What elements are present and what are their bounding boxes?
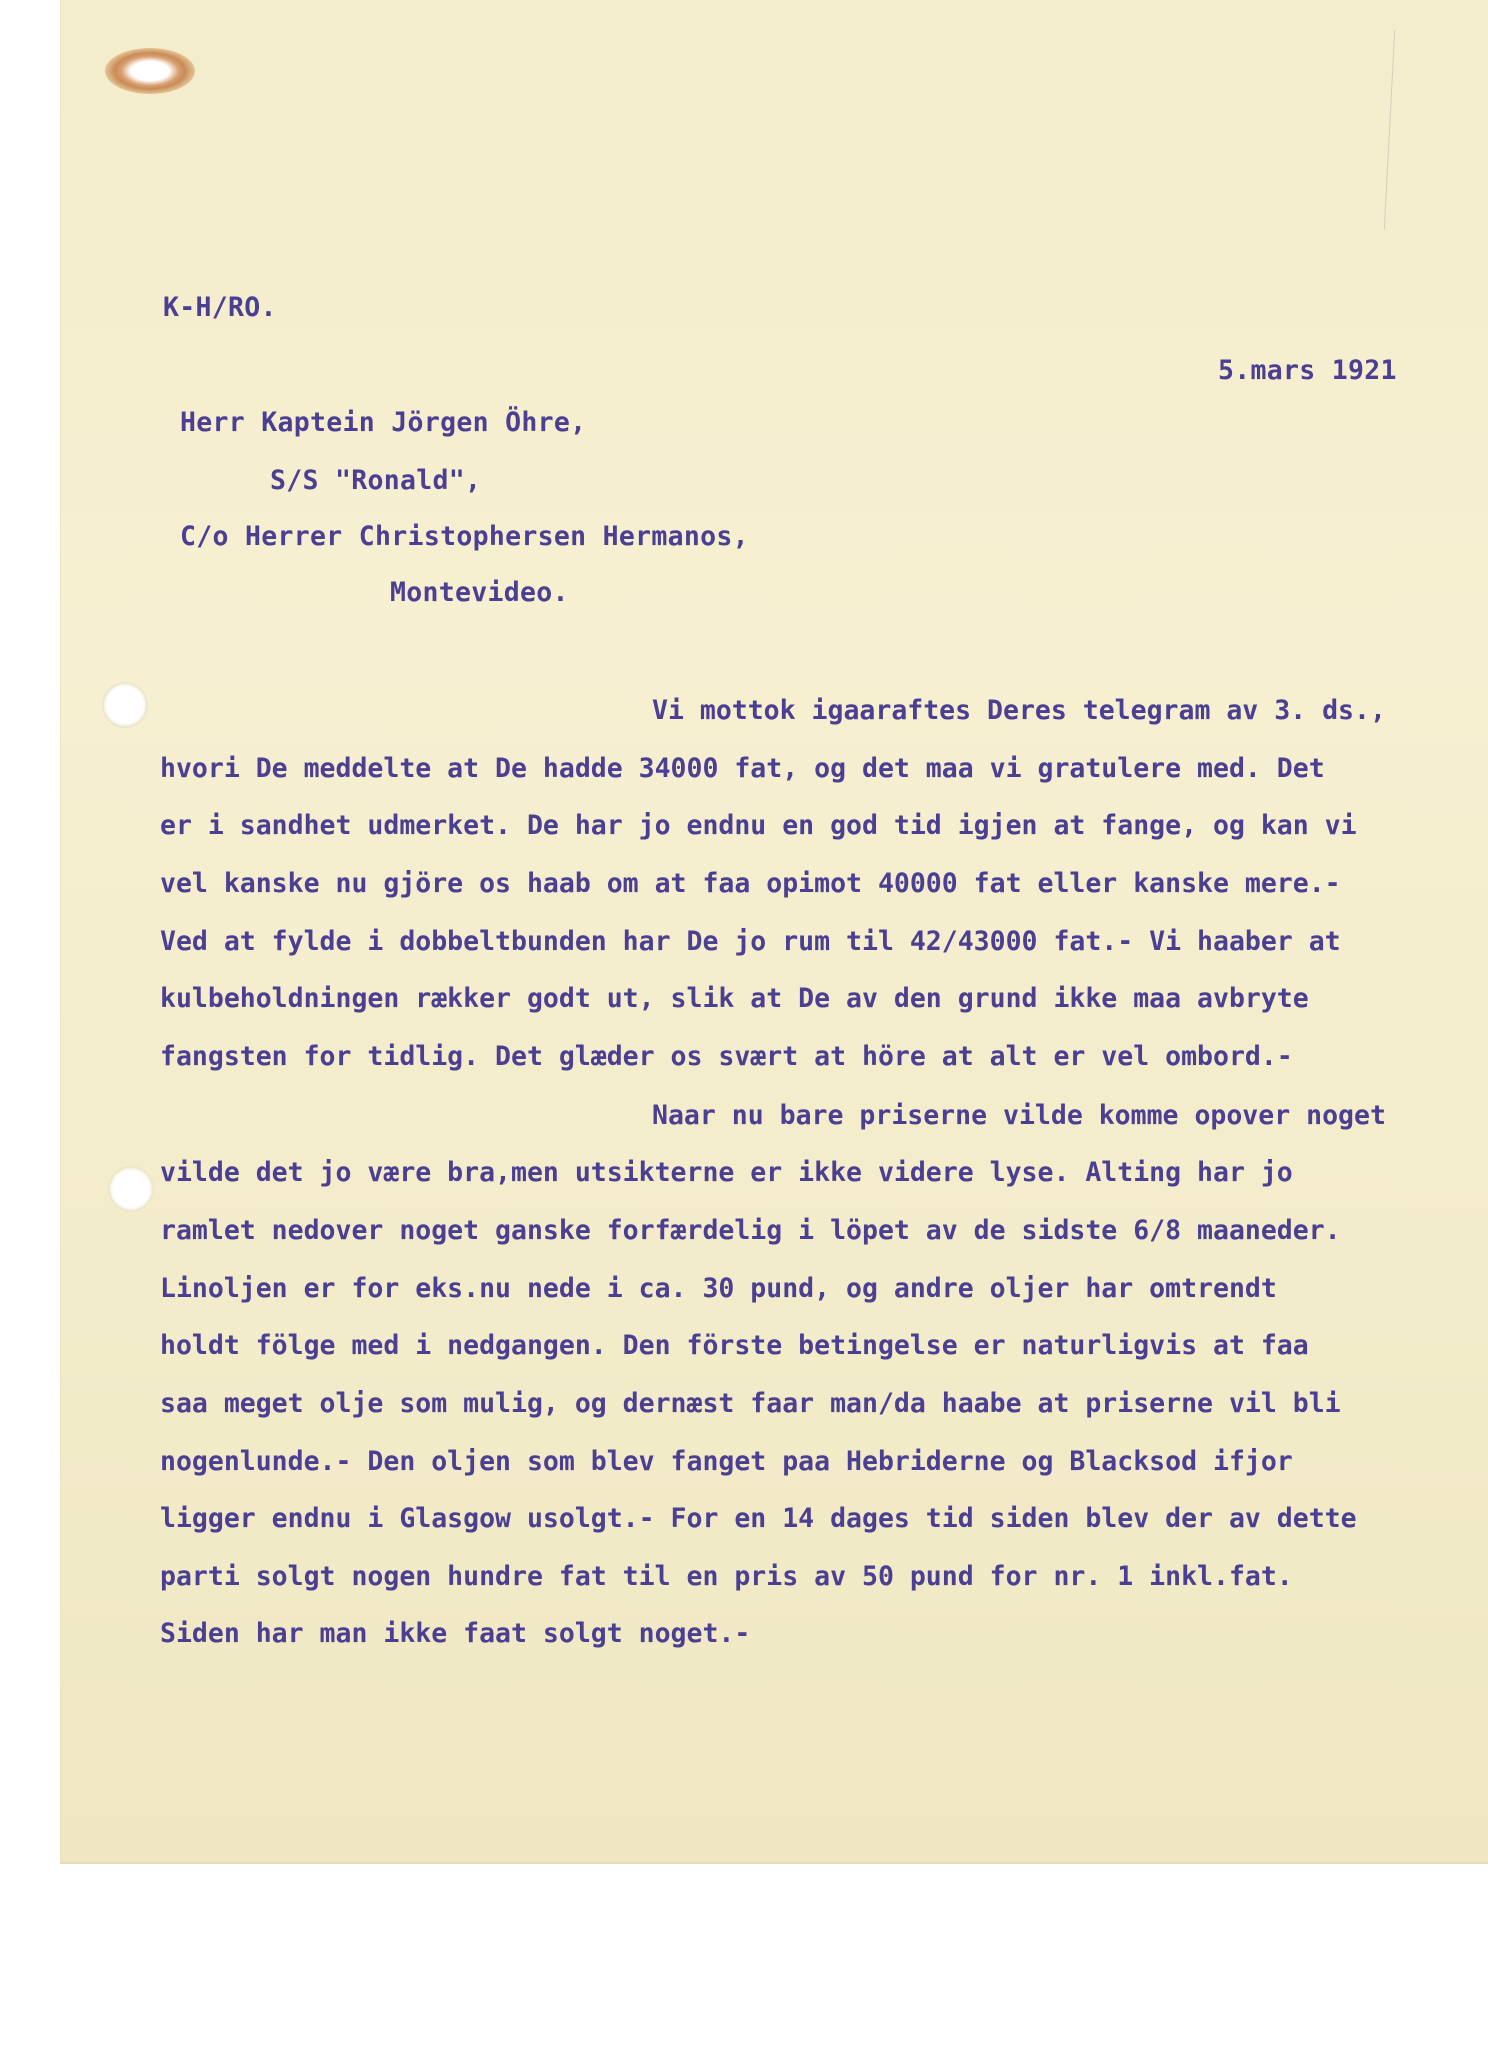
punch-hole-upper [102, 682, 148, 728]
body-line: Linoljen er for eks.nu nede i ca. 30 pund, og andre oljer har omtrendt [160, 1273, 1277, 1304]
letter-date: 5.mars 1921 [1218, 355, 1397, 386]
body-line: parti solgt nogen hundre fat til en pris av 50 pund for nr. 1 inkl.fat. [160, 1561, 1293, 1592]
address-line: C/o Herrer Christophersen Hermanos, [180, 521, 749, 552]
body-line: Vi mottok igaaraftes Deres telegram av 3. ds., [652, 695, 1386, 726]
body-line: vilde det jo være bra,men utsikterne er ikke videre lyse. Alting har jo [160, 1157, 1293, 1188]
body-line: ramlet nedover noget ganske forfærdelig i löpet av de sidste 6/8 maaneder. [160, 1215, 1341, 1246]
reference-code: K-H/RO. [163, 292, 277, 323]
body-line: Siden har man ikke faat solgt noget.- [160, 1618, 751, 1649]
body-line: nogenlunde.- Den oljen som blev fanget paa Hebriderne og Blacksod ifjor [160, 1446, 1293, 1477]
body-line: Ved at fylde i dobbeltbunden har De jo rum til 42/43000 fat.- Vi haaber at [160, 926, 1341, 957]
body-line: er i sandhet udmerket. De har jo endnu en god tid igjen at fange, og kan vi [160, 810, 1357, 841]
address-line: Montevideo. [390, 577, 569, 608]
body-line: hvori De meddelte at De hadde 34000 fat, og det maa vi gratulere med. Det [160, 753, 1325, 784]
rust-stain [105, 48, 195, 94]
body-line: Naar nu bare priserne vilde komme opover noget [652, 1100, 1386, 1131]
body-line: holdt fölge med i nedgangen. Den förste betingelse er naturligvis at faa [160, 1330, 1309, 1361]
body-line: fangsten for tidlig. Det glæder os svært at höre at alt er vel ombord.- [160, 1041, 1293, 1072]
body-line: ligger endnu i Glasgow usolgt.- For en 14 dages tid siden blev der av dette [160, 1503, 1357, 1534]
body-line: saa meget olje som mulig, og dernæst faar man/da haabe at priserne vil bli [160, 1388, 1341, 1419]
body-line: vel kanske nu gjöre os haab om at faa opimot 40000 fat eller kanske mere.- [160, 868, 1341, 899]
punch-hole-lower [108, 1166, 154, 1212]
address-line: Herr Kaptein Jörgen Öhre, [180, 407, 587, 438]
pencil-mark [1384, 30, 1395, 230]
body-line: kulbeholdningen rækker godt ut, slik at De av den grund ikke maa avbryte [160, 983, 1309, 1014]
address-line: S/S "Ronald", [270, 465, 482, 496]
